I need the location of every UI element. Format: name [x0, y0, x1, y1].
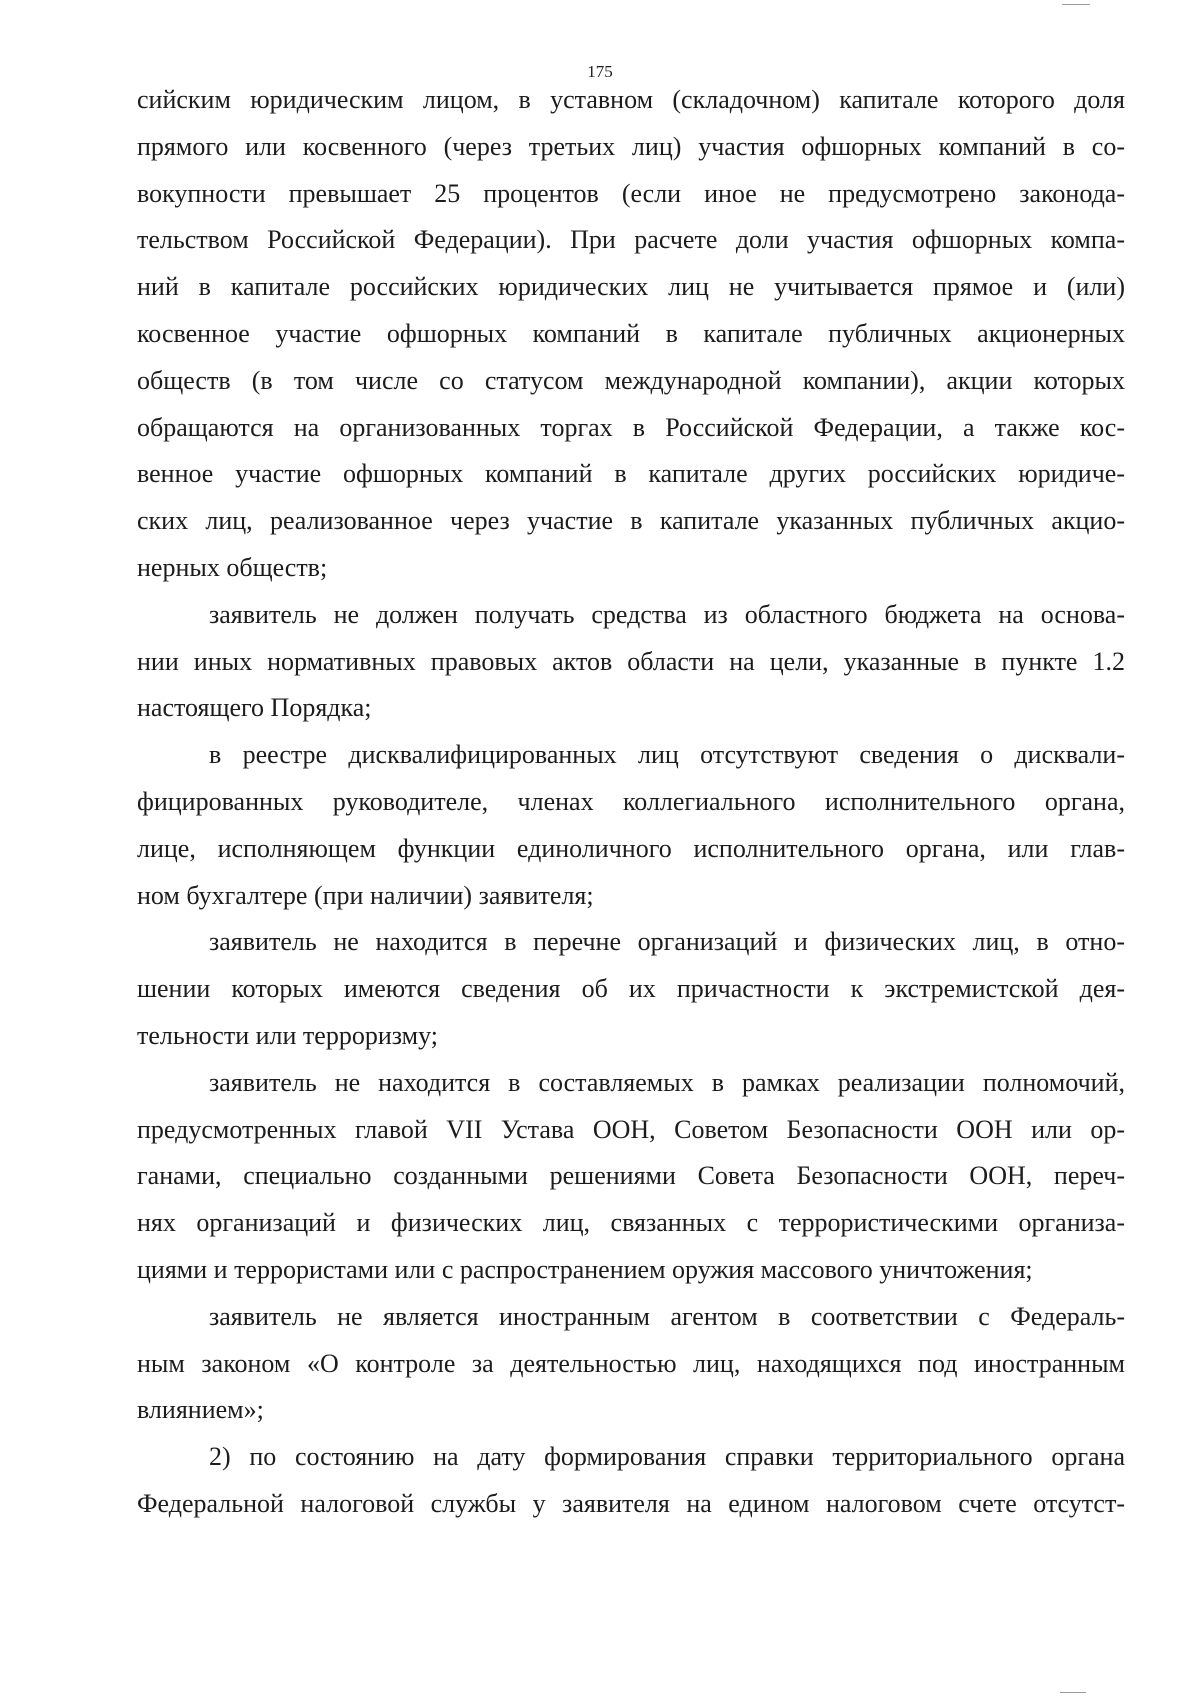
text-line: шении которых имеются сведения об их причастности к экстремистской дея-: [137, 974, 1125, 1004]
text-line: обращаются на организованных торгах в Российской Федерации, а также кос-: [137, 412, 1125, 442]
page-number: 175: [587, 62, 613, 81]
text-line: ным законом «О контроле за деятельностью лиц, находящихся под иностранным: [137, 1348, 1125, 1378]
paragraph-first-line: 2) по состоянию на дату формирования справки территориального органа: [209, 1442, 1125, 1472]
text-line: ном бухгалтере (при наличии) заявителя;: [137, 880, 594, 910]
paragraph-first-line: заявитель не находится в составляемых в рамках реализации полномочий,: [209, 1067, 1125, 1097]
text-line: прямого или косвенного (через третьих лиц) участия офшорных компаний в со-: [137, 131, 1125, 161]
text-line: ний в капитале российских юридических лиц не учитывается прямое и (или): [137, 272, 1125, 302]
text-line: вокупности превышает 25 процентов (если иное не предусмотрено законода-: [137, 178, 1125, 208]
text-line: сийским юридическим лицом, в уставном (складочном) капитале которого доля: [137, 85, 1125, 114]
text-line: фицированных руководителе, членах коллегиального исполнительного органа,: [137, 786, 1125, 816]
paragraph-first-line: заявитель не является иностранным агентом в соответствии с Федераль-: [209, 1301, 1125, 1331]
text-line: тельством Российской Федерации). При расчете доли участия офшорных компа-: [137, 225, 1125, 255]
text-line: предусмотренных главой VII Устава ООН, Советом Безопасности ООН или ор-: [137, 1114, 1125, 1144]
text-line: нии иных нормативных правовых актов области на цели, указанные в пункте 1.2: [137, 646, 1125, 676]
paragraph-first-line: заявитель не находится в перечне организаций и физических лиц, в отно-: [209, 927, 1125, 957]
text-line: влиянием»;: [137, 1395, 264, 1425]
scan-artifact: [1062, 4, 1090, 5]
text-line: настоящего Порядка;: [137, 693, 372, 723]
text-line: венное участие офшорных компаний в капитале других российских юридиче-: [137, 459, 1125, 489]
paragraph-first-line: в реестре дисквалифицированных лиц отсутствуют сведения о дисквали-: [209, 740, 1125, 770]
text-line: тельности или терроризму;: [137, 1020, 438, 1050]
text-line: ганами, специально созданными решениями Совета Безопасности ООН, переч-: [137, 1161, 1125, 1191]
paragraph-first-line: заявитель не должен получать средства из областного бюджета на основа-: [209, 599, 1125, 629]
text-line: ских лиц, реализованное через участие в капитале указанных публичных акцио-: [137, 506, 1125, 536]
body-text: [137, 77, 1125, 1528]
text-line: Федеральной налоговой службы у заявителя на едином налоговом счете отсутст-: [137, 1488, 1125, 1518]
text-line: косвенное участие офшорных компаний в капитале публичных акционерных: [137, 318, 1125, 348]
text-line: циями и террористами или с распространением оружия массового уничтожения;: [137, 1254, 1033, 1284]
text-line: обществ (в том числе со статусом международной компании), акции которых: [137, 365, 1125, 395]
text-line: нерных обществ;: [137, 552, 328, 582]
text-line: нях организаций и физических лиц, связанных с террористическими организа-: [137, 1208, 1125, 1238]
scan-artifact: [1060, 1692, 1086, 1693]
text-line: лице, исполняющем функции единоличного исполнительного органа, или глав-: [137, 833, 1125, 863]
